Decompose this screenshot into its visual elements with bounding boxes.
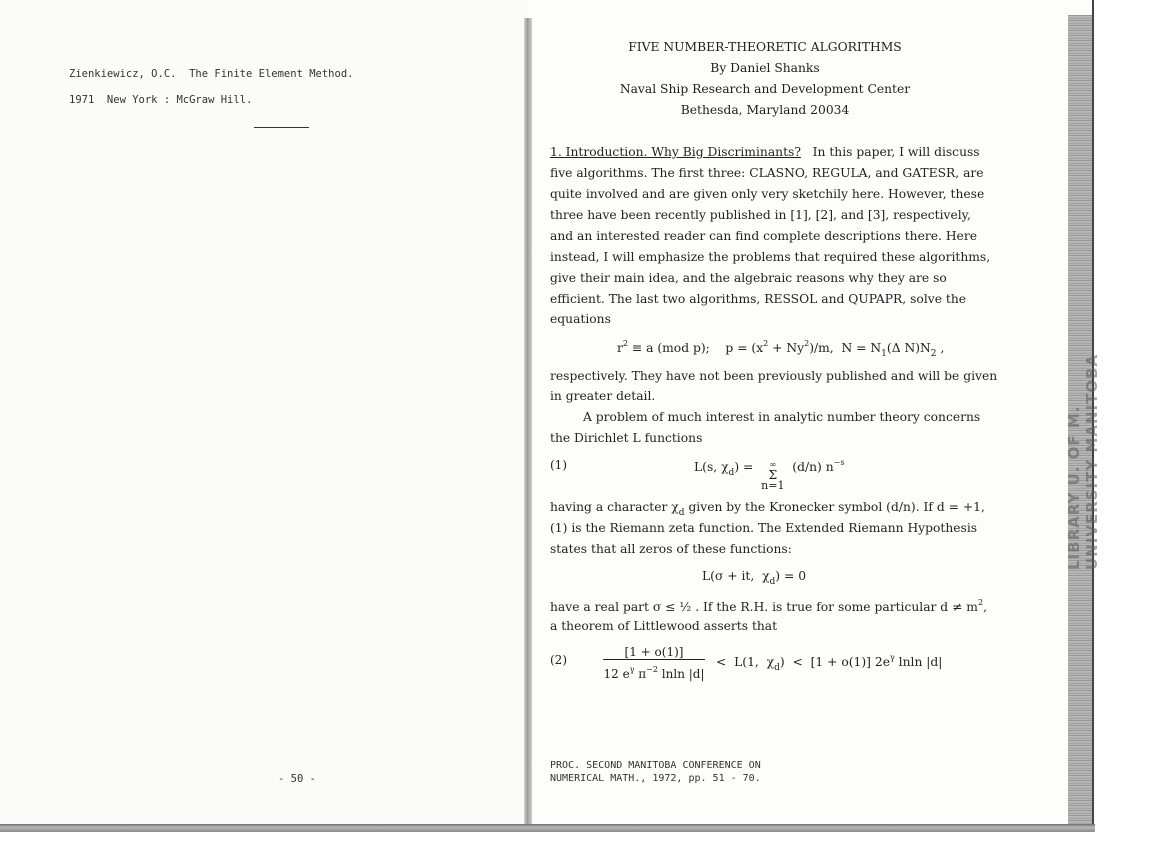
fraction-numerator: [1 + o(1)]	[624, 645, 684, 659]
body-line: five algorithms. The first three: CLASNO, REGULA, and GATESR, are	[550, 166, 984, 180]
body-line: (1) is the Riemann zeta function. The Extended Riemann Hypothesis	[550, 521, 978, 535]
fraction-denominator: 12 $e^\gamma$ $\pi^{-2}$ lnln |d|	[603, 665, 705, 681]
body-line: efficient. The last two algorithms, RESSOL and QUPAPR, solve the	[550, 292, 967, 306]
paper-location: Bethesda, Maryland 20034	[680, 103, 850, 117]
body-line: and an interested reader can find complete descriptions there. Here	[550, 229, 977, 243]
equation-2-label: (2)	[550, 653, 567, 667]
body-line-hypothesis: have a real part σ ≤ ½ . If the R.H. is true for some particular $d \ne m^2$,	[550, 598, 987, 614]
body-line: quite involved and are given only very sketchily here. However, these	[550, 187, 985, 201]
body-line: respectively. They have not been previously published and will be given	[550, 369, 998, 383]
body-line: in greater detail.	[550, 389, 656, 403]
reference-divider	[254, 127, 309, 128]
body-line: the Dirichlet L functions	[550, 431, 703, 445]
body-line: three have been recently published in [1], [2], and [3], respectively,	[550, 208, 971, 222]
body-line: states that all zeros of these functions:	[550, 542, 792, 556]
bottom-page-edge	[0, 824, 1095, 832]
intro-line-1: 1. Introduction. Why Big Discriminants? In this paper, I will discuss	[550, 145, 980, 159]
body-line: instead, I will emphasize the problems that required these algorithms,	[550, 250, 991, 264]
paper-author: By Daniel Shanks	[710, 61, 820, 75]
bottom-margin	[0, 832, 1170, 848]
body-line-character: having a character $\chi_d$ given by the Kronecker symbol (d/n). If d = +1,	[550, 500, 985, 518]
littlewood-inequality: < L(1, $\chi_d) < [1 + o(1)]$ $2e^\gamma$ lnln |d|	[716, 653, 943, 673]
zeros-equation: L(σ + it, $\chi_d) = 0$	[702, 569, 807, 587]
body-line: A problem of much interest in analytic number theory concerns	[583, 410, 981, 424]
paper-title: FIVE NUMBER-THEORETIC ALGORITHMS	[628, 40, 902, 54]
section-heading: 1. Introduction. Why Big Discriminants?	[550, 145, 801, 159]
left-page	[0, 0, 528, 828]
dirichlet-l-equation: L(s, $\chi_d$) = ∞ Σ n=1 (d/n) $n^{-s}$	[694, 458, 845, 492]
paper-affiliation: Naval Ship Research and Development Center	[619, 82, 911, 96]
body-line: give their main idea, and the algebraic reasons why they are so	[550, 271, 947, 285]
equation-1-label: (1)	[550, 458, 567, 472]
body-line: equations	[550, 312, 611, 326]
library-edge-stamp: LIBRARY U. OF M. UNIVERSITY MANITOBA	[1065, 353, 1101, 570]
body-line: a theorem of Littlewood asserts that	[550, 619, 778, 633]
reference-line-1: Zienkiewicz, O.C. The Finite Element Method.	[69, 68, 354, 80]
congruence-equation: $r^2 \equiv a$ (mod p); $p = (x^2 + Ny^2)/m$, $N = N_1(\Delta$ $N)N_2$ ,	[617, 339, 945, 359]
footer-line-1: PROC. SECOND MANITOBA CONFERENCE ON	[550, 760, 761, 771]
reference-line-2: 1971 New York : McGraw Hill.	[69, 94, 253, 106]
footer-line-2: NUMERICAL MATH., 1972, pp. 51 - 70.	[550, 773, 761, 784]
left-page-number: - 50 -	[278, 773, 316, 785]
book-spine-shadow	[524, 18, 532, 824]
fraction-bar	[603, 659, 705, 660]
